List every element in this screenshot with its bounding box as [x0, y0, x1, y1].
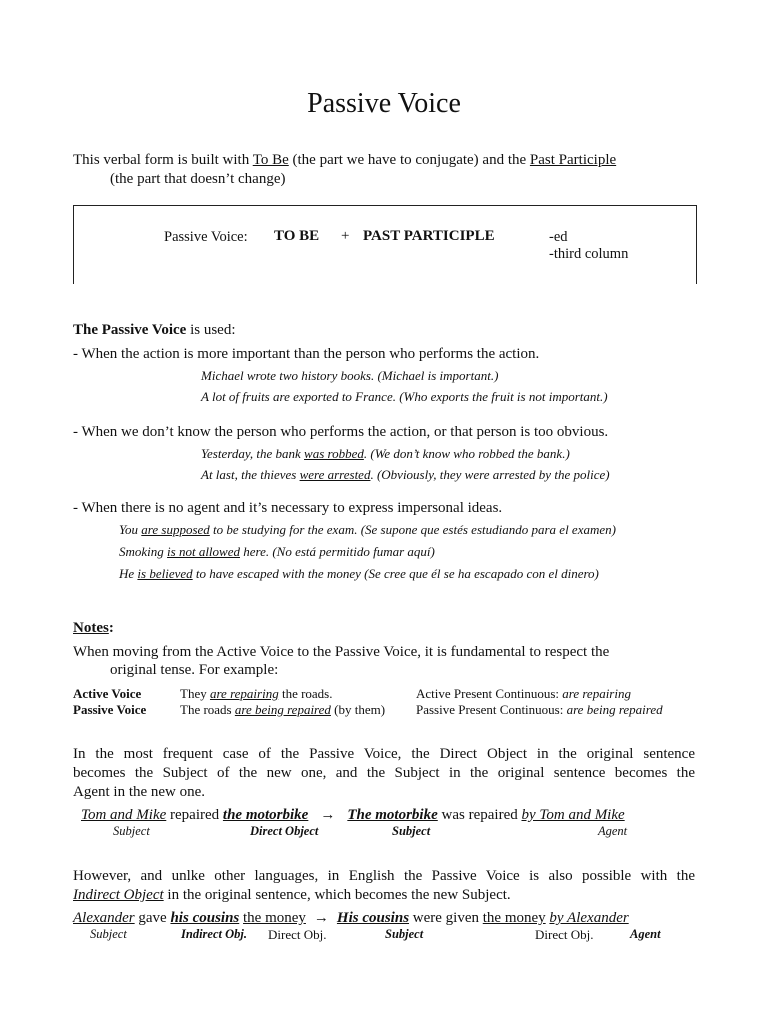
- page-title: Passive Voice: [307, 88, 461, 119]
- use-3-example-3: [119, 566, 599, 582]
- ex1-label-direct-object: Direct Object: [250, 824, 319, 838]
- intro-past-participle: Past Participle: [529, 152, 617, 168]
- ex-underlined: were arrested: [299, 467, 371, 482]
- use-3: - When there is no agent and it’s necessary to express impersonal ideas.: [73, 500, 503, 516]
- ex2-label-subject: Subject: [90, 927, 127, 941]
- active-voice-tense: [416, 686, 631, 702]
- formula-to-be: TO BE: [274, 228, 320, 244]
- tense-form: are repairing: [562, 686, 631, 701]
- ex-text: (by them): [330, 702, 386, 717]
- ex2-direct-object-2: the money: [482, 910, 546, 926]
- uses-heading: [73, 321, 236, 340]
- active-voice-example: [180, 686, 333, 702]
- ex-text: to have escaped with the money (Se cree que él se ha escapado con el dinero): [192, 566, 599, 581]
- notes-p3-line-2: [73, 886, 511, 905]
- intro-text-b: (the part we have to conjugate) and the: [288, 152, 530, 168]
- intro-text-a: This verbal form is built with: [73, 152, 253, 168]
- notes-p2-line-3: Agent in the new one.: [73, 784, 206, 800]
- notes-heading: [73, 619, 114, 638]
- ex-underlined: was robbed: [304, 446, 364, 461]
- ex-underlined: are being repaired: [234, 702, 331, 717]
- ex-underlined: is believed: [137, 566, 193, 581]
- ex-text: to be studying for the exam. (Se supone que estés estudiando para el examen): [209, 522, 616, 537]
- ex-text: He: [119, 566, 138, 581]
- indirect-object-term: Indirect Object: [73, 887, 164, 903]
- ex2-label-subject-2: Subject: [385, 927, 424, 941]
- use-3-example-2: [119, 544, 435, 560]
- ex-underlined: is not allowed: [167, 544, 240, 559]
- ex1-direct-object: the motorbike: [222, 807, 309, 823]
- ex2-agent: by Alexander: [549, 910, 629, 926]
- ex2-new-subject: His cousins: [336, 910, 410, 926]
- intro-to-be: To Be: [252, 152, 289, 168]
- use-2-example-1: [201, 446, 570, 462]
- use-2-example-2: [201, 467, 610, 483]
- use-2: - When we don’t know the person who performs the action, or that person is too obvious.: [73, 424, 609, 440]
- intro-line-2: (the part that doesn’t change): [110, 171, 286, 187]
- ex-text: . (We don’t know who robbed the bank.): [363, 446, 570, 461]
- formula-plus: +: [341, 228, 350, 244]
- ex2-indirect-object: his cousins: [170, 910, 240, 926]
- ex-text: Smoking: [119, 544, 168, 559]
- tense-label: Active Present Continuous:: [416, 686, 563, 701]
- formula-third-column: -third column: [549, 246, 629, 262]
- passive-voice-tense: [416, 702, 663, 718]
- ex1-label-subject: Subject: [113, 824, 150, 838]
- ex1-agent: by Tom and Mike: [521, 807, 625, 823]
- ex-text: At last, the thieves: [201, 467, 300, 482]
- ex1-new-subject: The motorbike: [347, 807, 438, 823]
- ex2-verb: gave: [134, 910, 171, 926]
- tense-form: are being repaired: [566, 702, 663, 717]
- ex2-label-direct-obj: Direct Obj.: [268, 927, 327, 942]
- notes-colon: :: [108, 620, 114, 636]
- ex-text: the roads.: [278, 686, 333, 701]
- active-voice-label: Active Voice: [73, 686, 142, 701]
- uses-heading-bold: The Passive Voice: [73, 322, 187, 338]
- notes-p2-line-1: In the most frequent case of the Passive Voice, the Direct Object in the original sentence: [73, 746, 695, 762]
- use-1-example-2: A lot of fruits are exported to France. (Who exports the fruit is not important.): [201, 389, 608, 404]
- use-1-example-1: Michael wrote two history books. (Michael is important.): [201, 368, 499, 383]
- use-3-example-1: [119, 522, 616, 538]
- passive-voice-label: Passive Voice: [73, 702, 147, 717]
- ex-underlined: are repairing: [209, 686, 279, 701]
- notes-p1-line-2: original tense. For example:: [110, 662, 279, 678]
- ex2-label-indirect-obj: Indirect Obj.: [181, 927, 247, 941]
- ex2-label-agent: Agent: [630, 927, 661, 941]
- ex1-subject: Tom and Mike: [81, 807, 167, 823]
- notes-p1-line-1: When moving from the Active Voice to the Passive Voice, it is fundamental to respect the: [73, 644, 610, 660]
- example-2-sentence: [73, 909, 629, 928]
- example-1-sentence: [81, 806, 625, 825]
- formula-ed: -ed: [549, 229, 568, 245]
- arrow-icon: →: [320, 807, 336, 823]
- formula-past-participle: PAST PARTICIPLE: [363, 228, 495, 244]
- arrow-icon: →: [313, 910, 329, 926]
- tense-label: Passive Present Continuous:: [416, 702, 567, 717]
- passive-voice-example: [180, 702, 385, 718]
- notes-p3-rest: in the original sentence, which becomes the new Subject.: [163, 887, 511, 903]
- uses-heading-rest: is used:: [186, 322, 236, 338]
- ex-text: here. (No está permitido fumar aquí): [239, 544, 435, 559]
- ex-text: They: [180, 686, 210, 701]
- use-1: - When the action is more important than the person who performs the action.: [73, 346, 540, 362]
- ex-text: Yesterday, the bank: [201, 446, 305, 461]
- ex-text: . (Obviously, they were arrested by the police): [370, 467, 610, 482]
- ex1-verb: repaired: [166, 807, 223, 823]
- ex-text: You: [119, 522, 142, 537]
- formula-label: Passive Voice:: [164, 229, 248, 245]
- ex1-label-agent: Agent: [598, 824, 628, 838]
- notes-p3-line-1: However, and unlke other languages, in English the Passive Voice is also possible with the: [73, 868, 695, 884]
- notes-heading-text: Notes: [73, 620, 109, 636]
- notes-p2-line-2: becomes the Subject of the new one, and the Subject in the original sentence becomes the: [73, 765, 695, 781]
- ex1-new-verb: was repaired: [437, 807, 522, 823]
- ex1-label-subject-2: Subject: [392, 824, 431, 838]
- ex2-direct-object: the money: [243, 910, 306, 926]
- ex-underlined: are supposed: [141, 522, 210, 537]
- ex-text: The roads: [180, 702, 235, 717]
- ex2-subject: Alexander: [73, 910, 135, 926]
- ex2-new-verb: were given: [409, 910, 483, 926]
- intro-line-1: [73, 151, 616, 170]
- ex2-label-direct-obj-2: Direct Obj.: [535, 927, 594, 942]
